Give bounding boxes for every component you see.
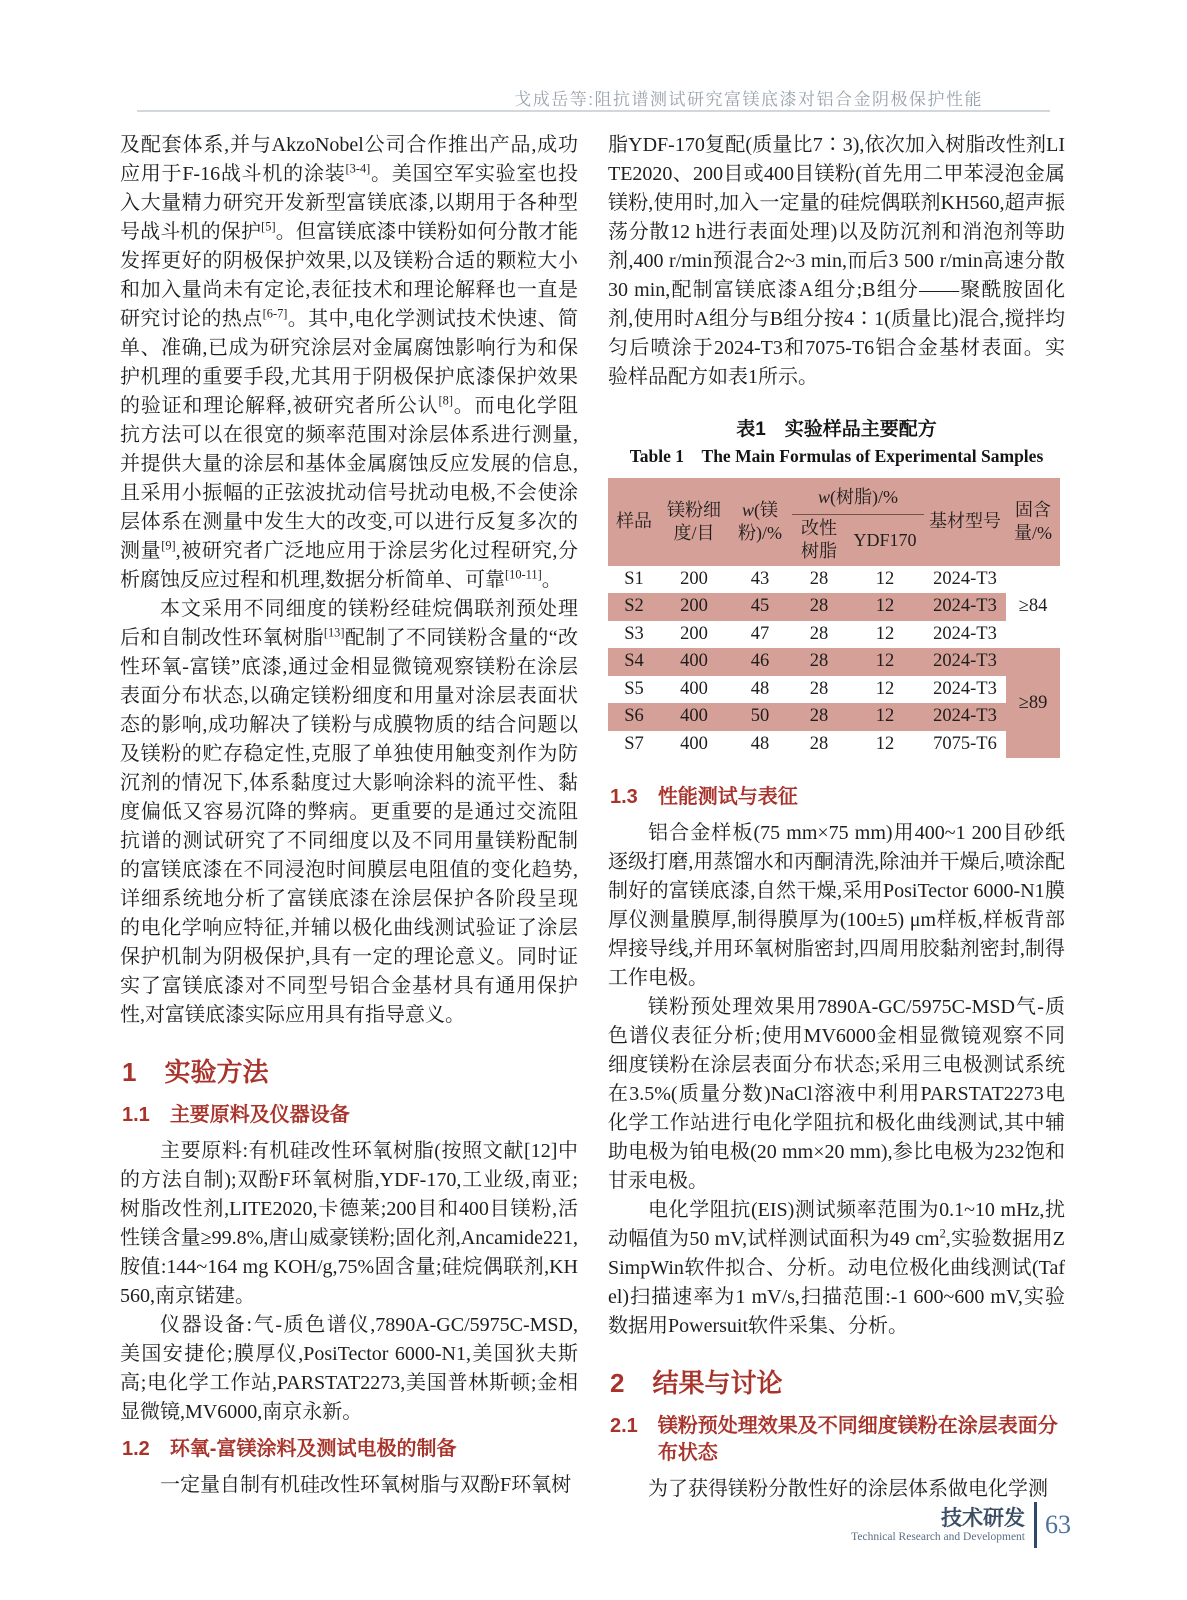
table-cell: 200 xyxy=(680,623,708,644)
section-heading-1-2 xyxy=(122,1436,578,1463)
table-cell: 43 xyxy=(750,568,770,589)
table-cell: 7075-T6 xyxy=(933,733,997,754)
formulas-table xyxy=(608,478,1060,758)
col-header-sample: 样品 xyxy=(608,478,660,566)
solid-content-cell: ≥89 xyxy=(1006,648,1060,758)
col-header-mg: w(镁粉)/% xyxy=(728,478,792,566)
table-row xyxy=(608,703,1060,731)
table-cell: 28 xyxy=(809,678,829,699)
table-row xyxy=(608,676,1060,704)
table-cell: S2 xyxy=(608,593,660,621)
footer-label-en: Technical Research and Development xyxy=(851,1531,1025,1544)
section-title: 性能测试与表征 xyxy=(657,786,798,809)
table-row xyxy=(608,731,1060,759)
paragraph: 仪器设备:气-质色谱仪,7890A-GC/5975C-MSD,美国安捷伦;膜厚仪,PosiTector 6000-N1,美国狄夫斯高;电化学工作站,PARSTAT2273,美国普林斯顿;金相显微镜,MV6000,南京永新。 xyxy=(120,1314,578,1423)
table-cell: 12 xyxy=(875,568,895,589)
table-cell: 2024-T3 xyxy=(924,648,1006,676)
col-header-resin-group: w(树脂)/% xyxy=(792,478,924,515)
section-title: 主要原料及仪器设备 xyxy=(169,1104,350,1126)
table-cell: 28 xyxy=(809,733,829,754)
table-cell: 28 xyxy=(809,623,829,644)
table-cell: S1 xyxy=(624,568,644,589)
col-header-substrate: 基材型号 xyxy=(924,478,1006,566)
paragraph: 铝合金样板(75 mm×75 mm)用400~1 200目砂纸逐级打磨,用蒸馏水和丙酮清洗,除油并干燥后,喷涂配制好的富镁底漆,自然干燥,采用PosiTector 6000-N1膜厚仪测量膜厚,制得膜厚为(100±5) μm样板,样板背部焊接导线,并用环氧树脂密封,四周用胶黏剂密封,制得工作电极。 xyxy=(608,822,1065,990)
section-heading-2 xyxy=(610,1365,1065,1401)
section-number: 2.1 xyxy=(610,1415,638,1438)
table-cell: 28 xyxy=(809,568,829,589)
right-column xyxy=(608,131,1065,1504)
section-heading-1-3 xyxy=(610,784,1065,811)
table-cell: 12 xyxy=(875,678,895,699)
section-number: 1.2 xyxy=(122,1438,150,1460)
table-caption-zh: 表1 实验样品主要配方 xyxy=(736,419,937,440)
table-cell: S6 xyxy=(608,703,660,731)
table-row xyxy=(608,593,1060,621)
table-row xyxy=(608,621,1060,649)
page-footer xyxy=(851,1502,1071,1548)
section-heading-1 xyxy=(122,1054,578,1090)
table-cell: S3 xyxy=(624,623,644,644)
table-cell: 400 xyxy=(660,703,728,731)
paragraph: 及配套体系,并与AkzoNobel公司合作推出产品,成功应用于F-16战斗机的涂装[3-4]。美国空军实验室也投入大量精力研究开发新型富镁底漆,以期用于各种型号战斗机的保护[5]。但富镁底漆中镁粉如何分散才能发挥更好的阴极保护效果,以及镁粉合适的颗粒大小和加入量尚未有定论,表征技术和理论解释也一直是研究讨论的热点[6-7]。其中,电化学测试技术快速、简单、准确,已成为研究涂层对金属腐蚀影响行为和保护机理的重要手段,尤其用于阴极保护底漆保护效果的验证和理论解释,被研究者所公认[8]。而电化学阻抗方法可以在很宽的频率范围对涂层体系进行测量,并提供大量的涂层和基体金属腐蚀反应发展的信息,且采用小振幅的正弦波扰动信号扰动电极,不会使涂层体系在测量中发生大的改变,可以进行反复多次的测量[9],被研究者广泛地应用于涂层劣化过程研究,分析腐蚀反应过程和机理,数据分析简单、可靠[10-11]。 xyxy=(120,134,579,591)
table-cell: 2024-T3 xyxy=(924,593,1006,621)
left-column xyxy=(120,131,578,1500)
paragraph: 主要原料:有机硅改性环氧树脂(按照文献[12]中的方法自制);双酚F环氧树脂,YDF-170,工业级,南亚;树脂改性剂,LITE2020,卡德莱;200目和400目镁粉,活性镁含量≥99.8%,唐山威豪镁粉;固化剂,Ancamide221,胺值:144~164 mg KOH/g,75%固含量;硅烷偶联剂,KH560,南京锘建。 xyxy=(120,1140,578,1307)
table-cell: 2024-T3 xyxy=(933,623,997,644)
section-title: 环氧-富镁涂料及测试电极的制备 xyxy=(169,1438,457,1460)
table-cell: 400 xyxy=(680,733,708,754)
footer-label xyxy=(851,1507,1025,1543)
table-cell: 28 xyxy=(792,593,846,621)
page-number: 63 xyxy=(1045,1510,1071,1539)
table-body xyxy=(608,566,1060,759)
section-number: 1 xyxy=(122,1057,137,1087)
footer-divider-bar xyxy=(1034,1502,1037,1548)
section-title: 镁粉预处理效果及不同细度镁粉在涂层表面分布状态 xyxy=(657,1415,1058,1465)
table-cell: 200 xyxy=(660,593,728,621)
table-cell: 2024-T3 xyxy=(933,678,997,699)
table-cell: S5 xyxy=(624,678,644,699)
solid-content-cell: ≥84 xyxy=(1006,566,1060,649)
col-header-solid: 固含量/% xyxy=(1006,478,1060,566)
table-cell: S7 xyxy=(624,733,644,754)
table-row xyxy=(608,566,1060,594)
table-cell: 47 xyxy=(750,623,770,644)
section-title: 结果与讨论 xyxy=(652,1368,783,1399)
table-cell: 48 xyxy=(750,678,770,699)
header-rule xyxy=(137,110,1050,112)
section-number: 2 xyxy=(610,1368,625,1399)
table-cell: 12 xyxy=(875,733,895,754)
paragraph: 本文采用不同细度的镁粉经硅烷偶联剂预处理后和自制改性环氧树脂[13]配制了不同镁粉含量的“改性环氧-富镁”底漆,通过金相显微镜观察镁粉在涂层表面分布状态,以确定镁粉细度和用量对涂层表面状态的影响,成功解决了镁粉与成膜物质的结合问题以及镁粉的贮存稳定性,克服了单独使用触变剂作为防沉剂的情况下,体系黏度过大影响涂料的流平性、黏度偏低又容易沉降的弊病。更重要的是通过交流阻抗谱的测试研究了不同细度以及不同用量镁粉配制的富镁底漆在不同浸泡时间膜层电阻值的变化趋势,详细系统地分析了富镁底漆在涂层保护各阶段呈现的电化学响应特征,并辅以极化曲线测试验证了涂层保护机制为阴极保护,具有一定的理论意义。同时证实了富镁底漆对不同型号铝合金基材具有通用保护性,对富镁底漆实际应用具有指导意义。 xyxy=(120,598,578,1026)
col-header-modified-resin: 改性树脂 xyxy=(792,515,846,566)
col-header-fineness: 镁粉细度/目 xyxy=(660,478,728,566)
footer-label-zh: 技术研发 xyxy=(941,1506,1025,1530)
table-row xyxy=(608,648,1060,676)
table-cell: S4 xyxy=(608,648,660,676)
paragraph: 为了获得镁粉分散性好的涂层体系做电化学测 xyxy=(648,1478,1048,1501)
col-header-ydf170: YDF170 xyxy=(846,515,924,566)
table-caption-en: Table 1 The Main Formulas of Experimental Samples xyxy=(629,446,1044,466)
running-header: 戈成岳等:阻抗谱测试研究富镁底漆对铝合金阴极保护性能 xyxy=(514,90,983,109)
table-cell: 28 xyxy=(792,703,846,731)
table-cell: 12 xyxy=(875,623,895,644)
paragraph: 电化学阻抗(EIS)测试频率范围为0.1~10 mHz,扰动幅值为50 mV,试样测试面积为49 $cm^2$,实验数据用ZSimpWin软件拟合、分析。动电位极化曲线测试(Tafel)扫描速率为1 mV/s,扫描范围:-1 600~600 mV,实验数据用Powersuit软件采集、分析。 xyxy=(608,1199,1065,1338)
table-cell: 2024-T3 xyxy=(933,568,997,589)
paragraph: 脂YDF-170复配(质量比7∶3),依次加入树脂改性剂LITE2020、200目或400目镁粉(首先用二甲苯浸泡金属镁粉,使用时,加入一定量的硅烷偶联剂KH560,超声振荡分散12 h进行表面处理)以及防沉剂和消泡剂等助剂,400 r/min预混合2~3 min,而后3 500 r/min高速分散30 min,配制富镁底漆A组分;B组分——聚酰胺固化剂,使用时A组分与B组分按4∶1(质量比)混合,搅拌均匀后喷涂于2024-T3和7075-T6铝合金基材表面。实验样品配方如表1所示。 xyxy=(608,134,1065,388)
section-number: 1.3 xyxy=(610,786,638,809)
section-number: 1.1 xyxy=(122,1104,150,1126)
table-cell: 400 xyxy=(680,678,708,699)
table-cell: 400 xyxy=(660,648,728,676)
section-heading-1-1 xyxy=(122,1102,578,1129)
paragraph: 一定量自制有机硅改性环氧树脂与双酚F环氧树 xyxy=(160,1474,572,1496)
table-cell: 200 xyxy=(680,568,708,589)
table-cell: 50 xyxy=(728,703,792,731)
table-cell: 28 xyxy=(792,648,846,676)
table-cell: 45 xyxy=(728,593,792,621)
table-cell: 12 xyxy=(846,593,924,621)
table-cell: 12 xyxy=(846,703,924,731)
table-header xyxy=(608,478,1060,566)
section-title: 实验方法 xyxy=(164,1057,269,1087)
table-cell: 46 xyxy=(728,648,792,676)
table-cell: 48 xyxy=(750,733,770,754)
section-heading-2-1 xyxy=(610,1413,1065,1467)
table-cell: 2024-T3 xyxy=(924,703,1006,731)
paragraph: 镁粉预处理效果用7890A-GC/5975C-MSD气-质色谱仪表征分析;使用MV6000金相显微镜观察不同细度镁粉在涂层表面分布状态;采用三电极测试系统在3.5%(质量分数)NaCl溶液中利用PARSTAT2273电化学工作站进行电化学阻抗和极化曲线测试,其中辅助电极为铂电极(20 mm×20 mm),参比电极为232饱和甘汞电极。 xyxy=(608,996,1065,1193)
table-cell: 12 xyxy=(846,648,924,676)
